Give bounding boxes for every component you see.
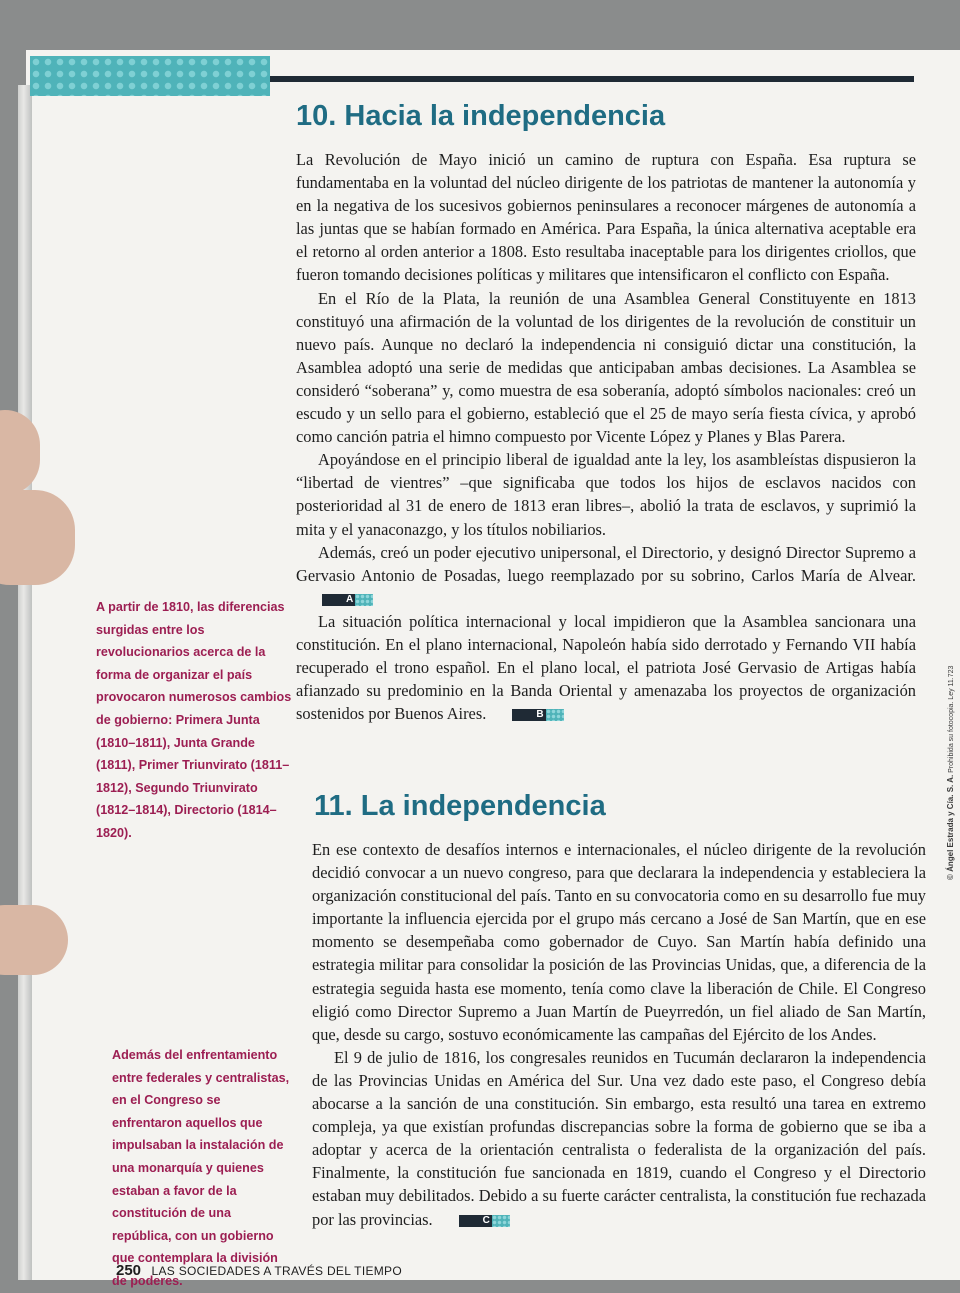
- paragraph: [296, 610, 916, 725]
- paragraph-text: Además, creó un poder ejecutivo unipersonal, el Directorio, y designó Director Supremo a Gervasio Antonio de Posadas, luego reemplazado por su sobrino, Carlos María de Alvear.: [296, 542, 916, 585]
- copyright-owner: © Ángel Estrada y Cía. S. A.: [946, 774, 955, 880]
- reference-badge-c: [437, 1215, 510, 1227]
- running-title: LAS SOCIEDADES A TRAVÉS DEL TIEMPO: [151, 1264, 402, 1278]
- dotted-pattern-icon: [546, 709, 564, 721]
- paragraph-text: La situación política internacional y local impidieron que la Asamblea sancionara una constitución. En el plano internacional, Napoleón había sido derrotado y Fernando VII había recuperado el trono español. En el plano local, el patriota José Gervasio de Artigas había afianzado su predominio en la Banda Oriental y amenazaba los proyectos de organización sostenidos por Buenos Aires.: [296, 611, 916, 724]
- paragraph-text: El 9 de julio de 1816, los congresales reunidos en Tucumán declararon la independencia de las Provincias Unidas en América del Sur. Una vez dado este paso, el Congreso debía abocarse a la sanción de una constitución. Sin embargo, esta resultó una tarea en extremo compleja, ya que existían profundas discrepancias sobre la forma de gobierno que se iba a adoptar y acerca de la orientación centralista o federalista de la organización del país. Finalmente, la constitución fue sancionada en 1819, cuando el Congreso y el Directorio estaban muy debilitados. Debido a su fuerte carácter centralista, la constitución fue rechazada por las provincias.: [312, 1047, 926, 1229]
- copyright-notice: [946, 666, 955, 880]
- copyright-law: Prohibida su fotocopia. Ley 11.723: [948, 665, 955, 773]
- thumb-finger: [0, 490, 75, 585]
- dotted-pattern-icon: [355, 594, 373, 606]
- section-11-title: 11. La independencia: [314, 790, 606, 822]
- paragraph: La Revolución de Mayo inició un camino de ruptura con España. Esa ruptura se fundamentaba en la voluntad del núcleo dirigente de los patriotas de mantener la autonomía y en la negativa de los sucesivos gobiernos peninsulares a reconocer márgenes de autonomía a las juntas que se habían formado en América. Para España, la única alternativa aceptable era el retorno al orden anterior a 1808. Esto resultaba inaceptable para los dirigentes criollos, que fueron tomando decisiones políticas y militares que intensificaron el conflicto con España.: [296, 150, 916, 285]
- thumb-finger: [0, 905, 68, 975]
- dotted-pattern-icon: [492, 1215, 510, 1227]
- side-note: Además del enfrentamiento entre federales y centralistas, en el Congreso se enfrentaron aquellos que impulsaban la instalación de una monarquía y quienes estaban a favor de la constitución de una república, con un gobierno que contemplara la división de poderes.: [112, 1048, 290, 1288]
- section-10-body: [296, 148, 916, 725]
- reference-badge-a: [300, 594, 373, 606]
- reference-letter: B: [512, 709, 545, 721]
- side-note: A partir de 1810, las diferencias surgidas entre los revolucionarios acerca de la forma de organizar el país provocaron numerosos cambios de gobierno: Primera Junta (1810–1811), Junta Grande (1811), Primer Triunvirato (1811–1812), Segundo Triunvirato (1812–1814), Directorio (1814–1820).: [96, 600, 292, 840]
- page-number: 250: [116, 1262, 142, 1279]
- decorative-dotted-band: [30, 56, 270, 96]
- section-10-title: 10. Hacia la independencia: [296, 100, 666, 132]
- page-edge: [18, 85, 32, 1280]
- section-11-body: [312, 838, 926, 1231]
- paragraph: [312, 1046, 926, 1231]
- header-rule: [270, 76, 914, 82]
- paragraph: En el Río de la Plata, la reunión de una Asamblea General Constituyente en 1813 constituyó una afirmación de la voluntad de los dirigentes de la revolución de constituir un nuevo país. Aunque no declaró la independencia ni consiguió dictar una constitución, la Asamblea adoptó una serie de medidas que anticipaban ambas decisiones. La Asamblea se consideró “soberana” y, como muestra de esa soberanía, adoptó símbolos nacionales: creó un escudo y un sello para el gobierno, estableció que el 25 de mayo sería fiesta cívica, y aprobó como canción patria el himno compuesto por Vicente López y Planes y Blas Parera.: [296, 288, 916, 447]
- paragraph: [296, 541, 916, 610]
- reference-badge-b: [490, 709, 563, 721]
- reference-letter: C: [459, 1215, 492, 1227]
- reference-letter: A: [322, 594, 355, 606]
- page-footer: [116, 1262, 402, 1280]
- paragraph: En ese contexto de desafíos internos e internacionales, el núcleo dirigente de la revolución decidió convocar a un nuevo congreso, para que declarara la independencia y estableciera la organización constitucional del país. Tanto en su convocatoria como en su desarrollo fue muy importante la influencia ejercida por el grupo más cercano a José de San Martín, que en ese momento se desempeñaba como gobernador de Cuyo. San Martín había definido una estrategia militar para consolidar la posición de las Provincias Unidas, que, a diferencia de la estrategia seguida hasta ese momento, tenía como clave la liberación de Chile. El Congreso eligió como Director Supremo a Juan Martín de Pueyrredón, un fiel aliado de San Martín, que, desde su cargo, sostuvo económicamente las campañas del Ejército de los Andes.: [312, 840, 926, 1044]
- paragraph: Apoyándose en el principio liberal de igualdad ante la ley, los asambleístas dispusieron la “libertad de vientres” –que significaba que todos los hijos de esclavos nacidos con posterioridad al 31 de enero de 1813 eran libres–, abolió la trata de esclavos, y suprimió la mita y el yanaconazgo, y los títulos nobiliarios.: [296, 450, 916, 539]
